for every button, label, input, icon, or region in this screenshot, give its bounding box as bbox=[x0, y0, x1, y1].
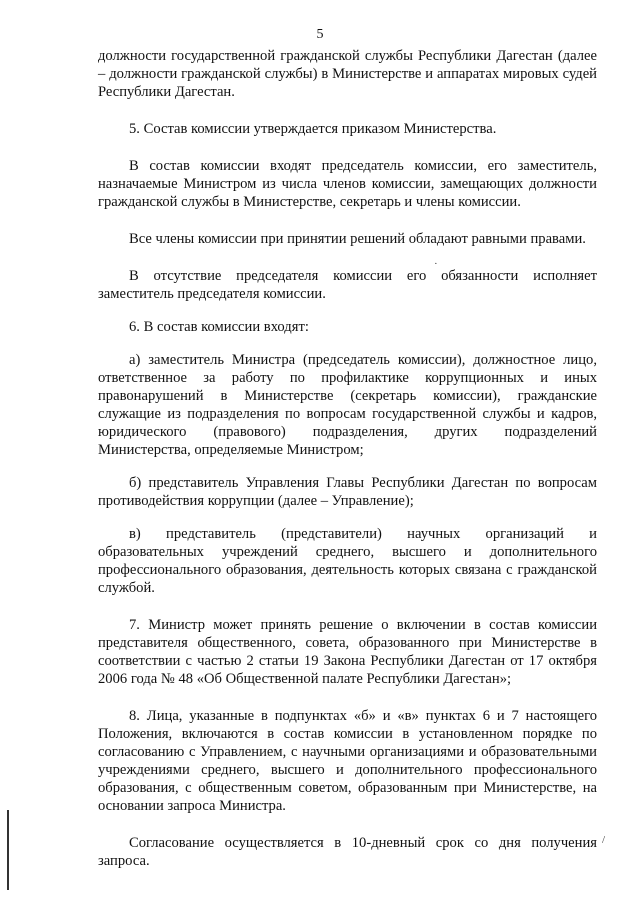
paragraph-subitem-v: в) представитель (представители) научных организаций и образовательных учреждений среднего, высшего и дополнительного профессионального образования, деятельность которых связана с гражданской службой. bbox=[98, 526, 597, 596]
paragraph-equal-rights: Все члены комиссии при принятии решений обладают равными правами. bbox=[129, 231, 586, 247]
page-number: 5 bbox=[316, 27, 324, 42]
scan-speck-mark: / bbox=[602, 834, 606, 846]
scan-edge-line bbox=[7, 810, 9, 890]
paragraph-approval-term: Согласование осуществляется в 10-дневный срок со дня получения запроса. bbox=[98, 835, 597, 869]
page-body bbox=[98, 47, 597, 870]
paragraph-item-5: 5. Состав комиссии утверждается приказом Министерства. bbox=[129, 121, 497, 137]
paragraph-item-8: 8. Лица, указанные в подпунктах «б» и «в» пунктах 6 и 7 настоящего Положения, включаются в состав комиссии в установленном порядке по согласованию с Управлением, с научными организациями и образовательными учреждениями среднего, высшего и дополнительного профессионального образования, с общественным советом, образованным при Министерстве, на основании запроса Министра. bbox=[98, 708, 597, 814]
paragraph-absence-chair: В отсутствие председателя комиссии его обязанности исполняет заместитель председателя комиссии. bbox=[98, 268, 597, 302]
paragraph-subitem-b: б) представитель Управления Главы Республики Дагестан по вопросам противодействия коррупции (далее – Управление); bbox=[98, 475, 597, 509]
paragraph-subitem-a: а) заместитель Министра (председатель комиссии), должностное лицо, ответственное за работу по профилактике коррупционных и иных правонарушений в Министерстве (секретарь комиссии), гражданские служащие из подразделения по вопросам государственной службы и кадров, юридического (правового) подразделения, других подразделений Министерства, определяемые Министром; bbox=[98, 352, 597, 458]
paragraph-commission-members: В состав комиссии входят председатель комиссии, его заместитель, назначаемые Министром из числа членов комиссии, замещающих должности гражданской службы в Министерстве, секретарь и члены комиссии. bbox=[98, 158, 597, 210]
scan-speck-mark: · bbox=[434, 258, 438, 270]
paragraph-item-6: 6. В состав комиссии входят: bbox=[129, 319, 309, 335]
paragraph-continuation: должности государственной гражданской службы Республики Дагестан (далее – должности гражданской службы) в Министерстве и аппаратах мировых судей Республики Дагестан. bbox=[98, 48, 597, 100]
paragraph-item-7: 7. Министр может принять решение о включении в состав комиссии представителя общественного, совета, образованного при Министерстве в соответствии с частью 2 статьи 19 Закона Республики Дагестан от 17 октября 2006 года № 48 «Об Общественной палате Республики Дагестан»; bbox=[98, 617, 597, 687]
